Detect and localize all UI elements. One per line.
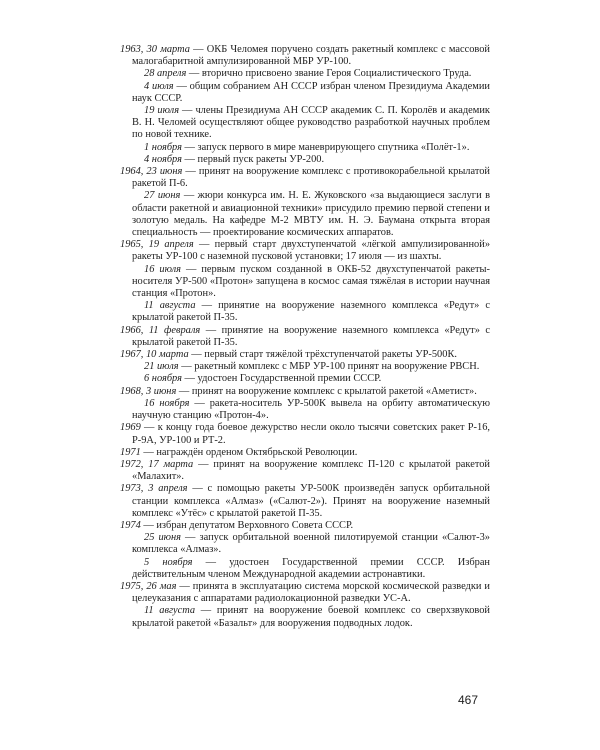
chronology-year-entry [120,483,490,520]
entry-text: — первым пуском созданной в ОКБ-52 двухступенчатой ракеты-носителя УР-500 «Протон» запущена в космос самая тяжёлая в истории научная станция «Протон». [132,263,490,300]
entry-date: 19 июля [144,105,180,117]
chronology-sub-entry [120,361,490,373]
entry-text: — вторично присвоено звание Героя Социалистического Труда. [186,68,472,80]
entry-date: 11 августа [144,300,196,312]
entry-text: — удостоен Государственной премии СССР. Избран действительным членом Международной академии астронавтики. [132,556,490,580]
chronology-sub-entry [120,300,490,324]
chronology-sub-entry [120,81,490,105]
chronology-year-entry [120,166,490,190]
chronology-sub-entry [120,264,490,301]
entry-date: 1973, 3 апреля [120,483,188,495]
entry-date: 1965, 19 апреля [120,239,194,251]
page-number: 467 [458,693,479,707]
entry-text: — к концу года боевое дежурство несли около тысячи советских ракет Р-16, Р-9А, УР-100 и РТ-2. [132,422,490,446]
entry-date: 1974 [120,519,141,531]
entry-date: 1967, 10 марта [120,349,189,361]
entry-text: — награждён орденом Октябрьской Революции. [140,446,358,458]
chronology-sub-entry [120,68,490,80]
entry-date: 28 апреля [144,68,187,80]
entry-text: — ракетный комплекс с МБР УР-100 принят на вооружение РВСН. [178,361,480,373]
entry-text: — принят на вооружение комплекс П-120 с крылатой ракетой «Малахит». [132,458,490,483]
entry-text: — ракета-носитель УР-500К вывела на орбиту автоматическую научную станцию «Протон-4». [132,397,490,422]
chronology-text-block [120,44,490,630]
entry-text: — первый старт двухступенчатой «лёгкой ампулизированной» ракеты УР-100 с наземной пусковой установки; 17 июля — из шахты. [132,239,491,263]
entry-date: 1 ноября [144,141,182,153]
chronology-year-entry [120,581,490,605]
chronology-sub-entry [120,398,490,422]
chronology-year-entry [120,239,490,263]
entry-date: 25 июня [144,532,181,544]
entry-date: 1966, 11 февраля [120,324,201,336]
entry-date: 1963, 30 марта [120,44,190,55]
chronology-year-entry [120,325,490,349]
entry-text: — избран депутатом Верховного Совета СССР. [140,519,354,531]
entry-date: 1975, 26 мая [120,580,177,592]
entry-text: — общим собранием АН СССР избран членом Президиума Академии наук СССР. [132,80,490,104]
chronology-sub-entry [120,605,490,629]
chronology-year-entry [120,520,490,532]
chronology-sub-entry [120,190,490,239]
entry-text: — удостоен Государственной премии СССР. [181,373,382,385]
entry-text: — ОКБ Челомея поручено создать ракетный комплекс с массовой малогабаритной ампулизированной МБР УР-100. [132,44,490,68]
entry-date: 16 июля [144,263,181,275]
entry-text: — члены Президиума АН СССР академик С. П. Королёв и академик В. Н. Челомей осуществляют общее руководство разработкой научных проблем по новой технике. [132,105,490,141]
entry-text: — принят на вооружение комплекс с крылатой ракетой «Аметист». [176,385,477,397]
entry-text: — запуск орбитальной военной пилотируемой станции «Салют-3» комплекса «Алмаз». [132,532,490,556]
entry-date: 4 ноября [144,153,182,165]
entry-text: — принят на вооружение боевой комплекс со сверхзвуковой крылатой ракетой «Базальт» для вооружения подводных лодок. [132,605,490,629]
entry-text: — принятие на вооружение наземного комплекса «Редут» с крылатой ракетой П-35. [132,300,490,324]
entry-text: — запуск первого в мире маневрирующего спутника «Полёт-1». [181,141,470,153]
chronology-year-entry [120,422,490,446]
entry-date: 21 июля [144,361,179,373]
chronology-sub-entry [120,373,490,385]
entry-text: — принятие на вооружение наземного комплекса «Редут» с крылатой ракетой П-35. [132,324,490,348]
chronology-year-entry [120,459,490,483]
entry-text: — первый пуск ракеты УР-200. [181,153,325,165]
entry-date: 11 августа [144,605,196,617]
entry-date: 1969 [120,422,141,434]
chronology-sub-entry [120,557,490,581]
entry-text: — принят на вооружение комплекс с противокорабельной крылатой ракетой П-6. [132,166,490,190]
entry-date: 1964, 23 июня [120,166,183,178]
entry-date: 27 июня [144,190,181,202]
entry-date: 1968, 3 июня [120,385,177,397]
entry-text: — принята в эксплуатацию система морской космической разведки и целеуказания с аппаратами радиолокационной разведки УС-А. [132,580,490,605]
entry-date: 1972, 17 марта [120,458,194,470]
entry-date: 4 июля [144,80,174,92]
entry-date: 5 ноября [144,556,193,568]
chronology-year-entry [120,447,490,459]
entry-date: 6 ноября [144,373,182,385]
chronology-year-entry [120,349,490,361]
entry-text: — с помощью ракеты УР-500К произведён запуск орбитальной станции комплекса «Алмаз» («Салют-2»). Принят на вооружение наземный комплекс «Утёс» с крылатой ракетой П-35. [132,483,490,519]
chronology-sub-entry [120,142,490,154]
entry-text: — первый старт тяжёлой трёхступенчатой ракеты УР-500К. [188,349,457,361]
chronology-year-entry [120,44,490,68]
chronology-sub-entry [120,532,490,556]
entry-date: 16 ноября [144,397,190,409]
chronology-sub-entry [120,154,490,166]
entry-date: 1971 [120,446,141,458]
entry-text: — жюри конкурса им. Н. Е. Жуковского «за выдающиеся заслуги в области ракетной и авиационной техники» присудило премию первой степени и золотую медаль. На кафедре М-2 МВТУ им. Н. Э. Баумана открыта вторая специальность — проектирование космических аппаратов. [132,190,490,239]
chronology-year-entry [120,386,490,398]
chronology-sub-entry [120,105,490,142]
